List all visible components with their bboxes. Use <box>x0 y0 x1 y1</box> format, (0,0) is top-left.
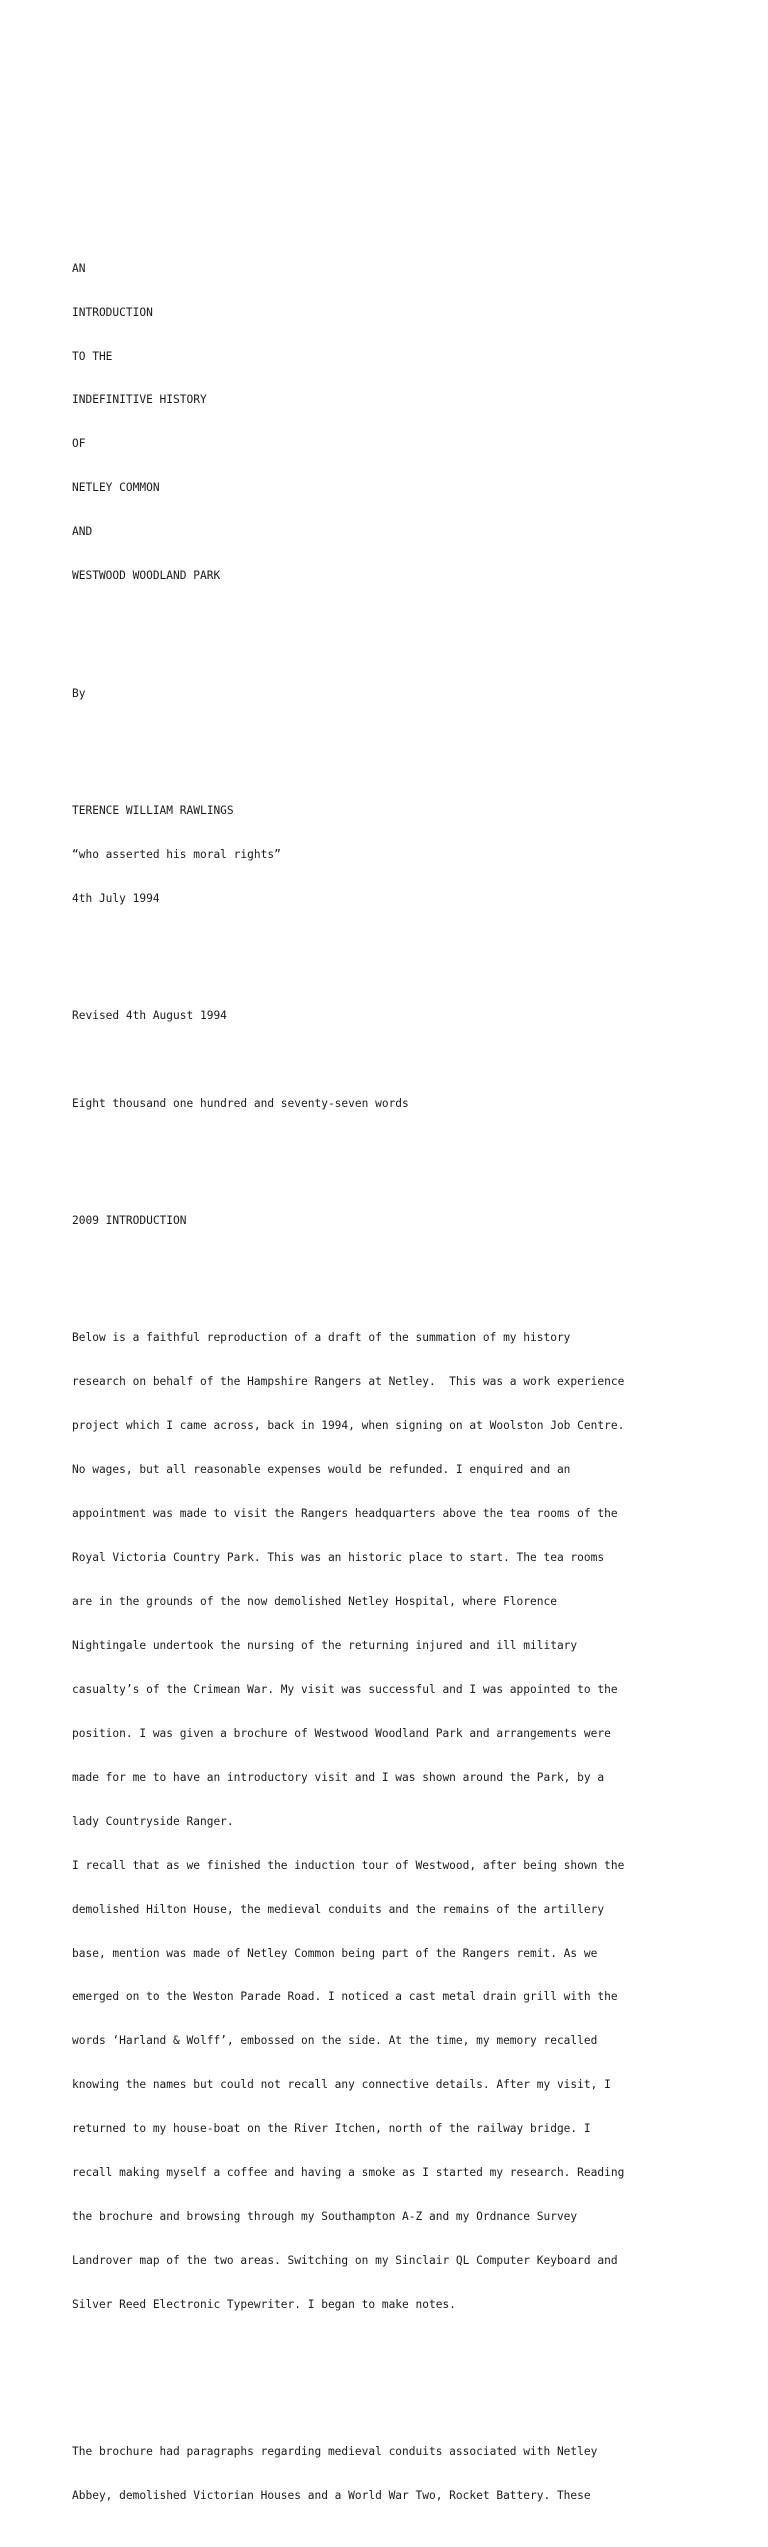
by-label: By <box>72 686 86 700</box>
paragraph-line: recall making myself a coffee and having a smoke as I started my research. Reading <box>72 2166 625 2180</box>
paragraph-line: demolished Hilton House, the medieval conduits and the remains of the artillery <box>72 1902 605 1916</box>
paragraph-line: Landrover map of the two areas. Switching on my Sinclair QL Computer Keyboard and <box>72 2254 618 2268</box>
title-line: NETLEY COMMON <box>72 481 160 495</box>
paragraph-line: Below is a faithful reproduction of a draft of the summation of my history <box>72 1331 571 1345</box>
section-heading: 2009 INTRODUCTION <box>72 1213 187 1227</box>
revised-date: Revised 4th August 1994 <box>72 1008 227 1022</box>
author-date: 4th July 1994 <box>72 891 160 905</box>
paragraph-line: base, mention was made of Netley Common being part of the Rangers remit. As we <box>72 1946 598 1960</box>
title-line: OF <box>72 437 86 451</box>
paragraph-line: The brochure had paragraphs regarding medieval conduits associated with Netley <box>72 2444 598 2458</box>
paragraph-line: words ‘Harland & Wolff’, embossed on the side. At the time, my memory recalled <box>72 2034 598 2048</box>
paragraph-line: made for me to have an introductory visit and I was shown around the Park, by a <box>72 1770 605 1784</box>
paragraph-1 <box>72 1302 712 2342</box>
paragraph-line: project which I came across, back in 1994, when signing on at Woolston Job Centre. <box>72 1419 625 1433</box>
paragraph-line: No wages, but all reasonable expenses would be refunded. I enquired and an <box>72 1463 571 1477</box>
paragraph-line: Silver Reed Electronic Typewriter. I began to make notes. <box>72 2298 456 2312</box>
paragraph-line: Nightingale undertook the nursing of the returning injured and ill military <box>72 1638 578 1652</box>
moral-rights-statement: “who asserted his moral rights” <box>72 847 281 861</box>
paragraph-line: lady Countryside Ranger. <box>72 1814 234 1828</box>
paragraph-line: emerged on to the Weston Parade Road. I noticed a cast metal drain grill with the <box>72 1990 618 2004</box>
paragraph-line: casualty’s of the Crimean War. My visit was successful and I was appointed to the <box>72 1682 618 1696</box>
paragraph-line: I recall that as we finished the induction tour of Westwood, after being shown the <box>72 1858 625 1872</box>
paragraph-line: are in the grounds of the now demolished Netley Hospital, where Florence <box>72 1594 557 1608</box>
paragraph-line: appointment was made to visit the Rangers headquarters above the tea rooms of the <box>72 1507 618 1520</box>
title-line: TO THE <box>72 349 113 363</box>
word-count: Eight thousand one hundred and seventy-seven words <box>72 1096 409 1110</box>
document-page <box>72 203 712 2547</box>
title-line: AN <box>72 261 86 275</box>
paragraph-line: returned to my house-boat on the River Itchen, north of the railway bridge. I <box>72 2122 591 2136</box>
paragraph-line: position. I was given a brochure of Westwood Woodland Park and arrangements were <box>72 1726 611 1740</box>
author-name: TERENCE WILLIAM RAWLINGS <box>72 803 234 817</box>
paragraph-line: the brochure and browsing through my Southampton A-Z and my Ordnance Survey <box>72 2210 578 2224</box>
title-block <box>72 232 712 613</box>
title-line: INTRODUCTION <box>72 305 153 319</box>
paragraph-line: Royal Victoria Country Park. This was an historic place to start. The tea rooms <box>72 1550 605 1564</box>
title-line: WESTWOOD WOODLAND PARK <box>72 569 221 583</box>
paragraph-line: Abbey, demolished Victorian Houses and a World War Two, Rocket Battery. These <box>72 2488 591 2502</box>
title-line: AND <box>72 525 93 539</box>
paragraph-line: research on behalf of the Hampshire Rangers at Netley. This was a work experience <box>72 1375 625 1389</box>
paragraph-2 <box>72 2415 712 2532</box>
title-line: INDEFINITIVE HISTORY <box>72 393 207 407</box>
author-block <box>72 774 712 935</box>
paragraph-line: knowing the names but could not recall any connective details. After my visit, I <box>72 2078 611 2092</box>
